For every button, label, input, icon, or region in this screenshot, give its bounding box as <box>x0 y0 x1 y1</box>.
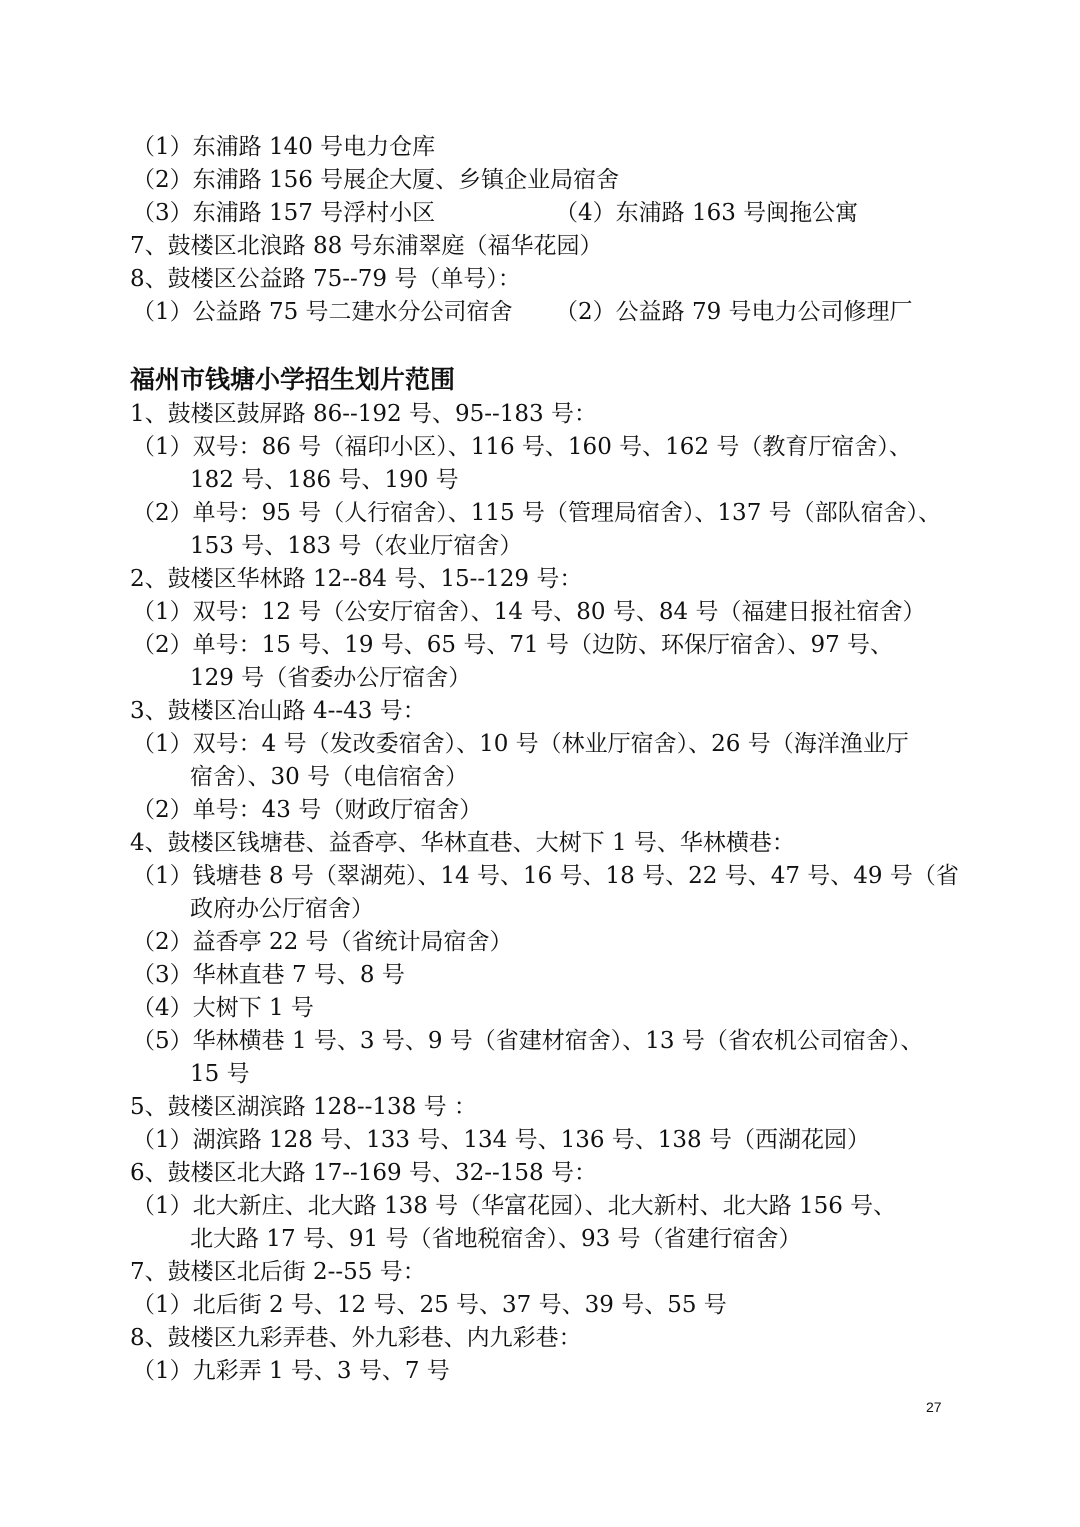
list-item: （2）单号：95 号（人行宿舍）、115 号（管理局宿舍）、137 号（部队宿舍）、 <box>132 500 942 526</box>
list-item: （3）华林直巷 7 号、8 号 <box>132 962 405 988</box>
list-item: 1、鼓楼区鼓屏路 86--192 号、95--183 号： <box>130 401 597 427</box>
list-item: 4、鼓楼区钱塘巷、益香亭、华林直巷、大树下 1 号、华林横巷： <box>130 830 795 856</box>
list-item: （2）单号：43 号（财政厅宿舍） <box>132 797 483 823</box>
list-item: 7、鼓楼区北浪路 88 号东浦翠庭（福华花园） <box>130 233 603 259</box>
list-item: 15 号 <box>190 1061 250 1087</box>
list-item: （1）北后街 2 号、12 号、25 号、37 号、39 号、55 号 <box>132 1292 727 1318</box>
list-item: 3、鼓楼区冶山路 4--43 号： <box>130 698 426 724</box>
list-item: （5）华林横巷 1 号、3 号、9 号（省建材宿舍）、13 号（省农机公司宿舍）、 <box>132 1028 924 1054</box>
page-number: 27 <box>926 1399 942 1415</box>
list-item: （2）东浦路 156 号展企大厦、乡镇企业局宿舍 <box>132 167 620 193</box>
list-item: （1）北大新庄、北大路 138 号（华富花园）、北大新村、北大路 156 号、 <box>132 1193 897 1219</box>
list-item: （4）大树下 1 号 <box>132 995 314 1021</box>
list-item: （2）公益路 79 号电力公司修理厂 <box>555 299 913 325</box>
list-item: 8、鼓楼区公益路 75--79 号（单号）： <box>130 266 521 292</box>
list-item: （1）双号：12 号（公安厅宿舍）、14 号、80 号、84 号（福建日报社宿舍） <box>132 599 926 625</box>
list-item: 政府办公厅宿舍） <box>190 896 374 922</box>
list-item: 5、鼓楼区湖滨路 128--138 号 ： <box>130 1094 477 1120</box>
section-title: 福州市钱塘小学招生划片范围 <box>130 365 456 394</box>
list-item: （2）单号：15 号、19 号、65 号、71 号（边防、环保厅宿舍）、97 号、 <box>132 632 894 658</box>
list-item: （1）钱塘巷 8 号（翠湖苑）、14 号、16 号、18 号、22 号、47 号、49 号（省 <box>132 863 959 889</box>
list-item: （1）九彩弄 1 号、3 号、7 号 <box>132 1358 450 1384</box>
list-item: （4）东浦路 163 号闽拖公寓 <box>555 200 859 226</box>
list-item: 北大路 17 号、91 号（省地税宿舍）、93 号（省建行宿舍） <box>190 1226 802 1252</box>
list-item: （1）东浦路 140 号电力仓库 <box>132 134 436 160</box>
list-item: （3）东浦路 157 号浮村小区 <box>132 200 436 226</box>
list-item: 129 号（省委办公厅宿舍） <box>190 665 472 691</box>
list-item: （2）益香亭 22 号（省统计局宿舍） <box>132 929 513 955</box>
list-item: （1）双号：4 号（发改委宿舍）、10 号（林业厅宿舍）、26 号（海洋渔业厅 <box>132 731 909 757</box>
list-item: 宿舍）、30 号（电信宿舍） <box>190 764 469 790</box>
list-item: （1）湖滨路 128 号、133 号、134 号、136 号、138 号（西湖花园） <box>132 1127 870 1153</box>
list-item: （1）公益路 75 号二建水分公司宿舍 <box>132 299 513 325</box>
list-item: 153 号、183 号（农业厅宿舍） <box>190 533 523 559</box>
list-item: （1）双号：86 号（福印小区）、116 号、160 号、162 号（教育厅宿舍）、 <box>132 434 912 460</box>
list-item: 182 号、186 号、190 号 <box>190 467 459 493</box>
list-item: 7、鼓楼区北后街 2--55 号： <box>130 1259 426 1285</box>
list-item: 6、鼓楼区北大路 17--169 号、32--158 号： <box>130 1160 597 1186</box>
list-item: 2、鼓楼区华林路 12--84 号、15--129 号： <box>130 566 583 592</box>
list-item: 8、鼓楼区九彩弄巷、外九彩巷、内九彩巷： <box>130 1325 582 1351</box>
